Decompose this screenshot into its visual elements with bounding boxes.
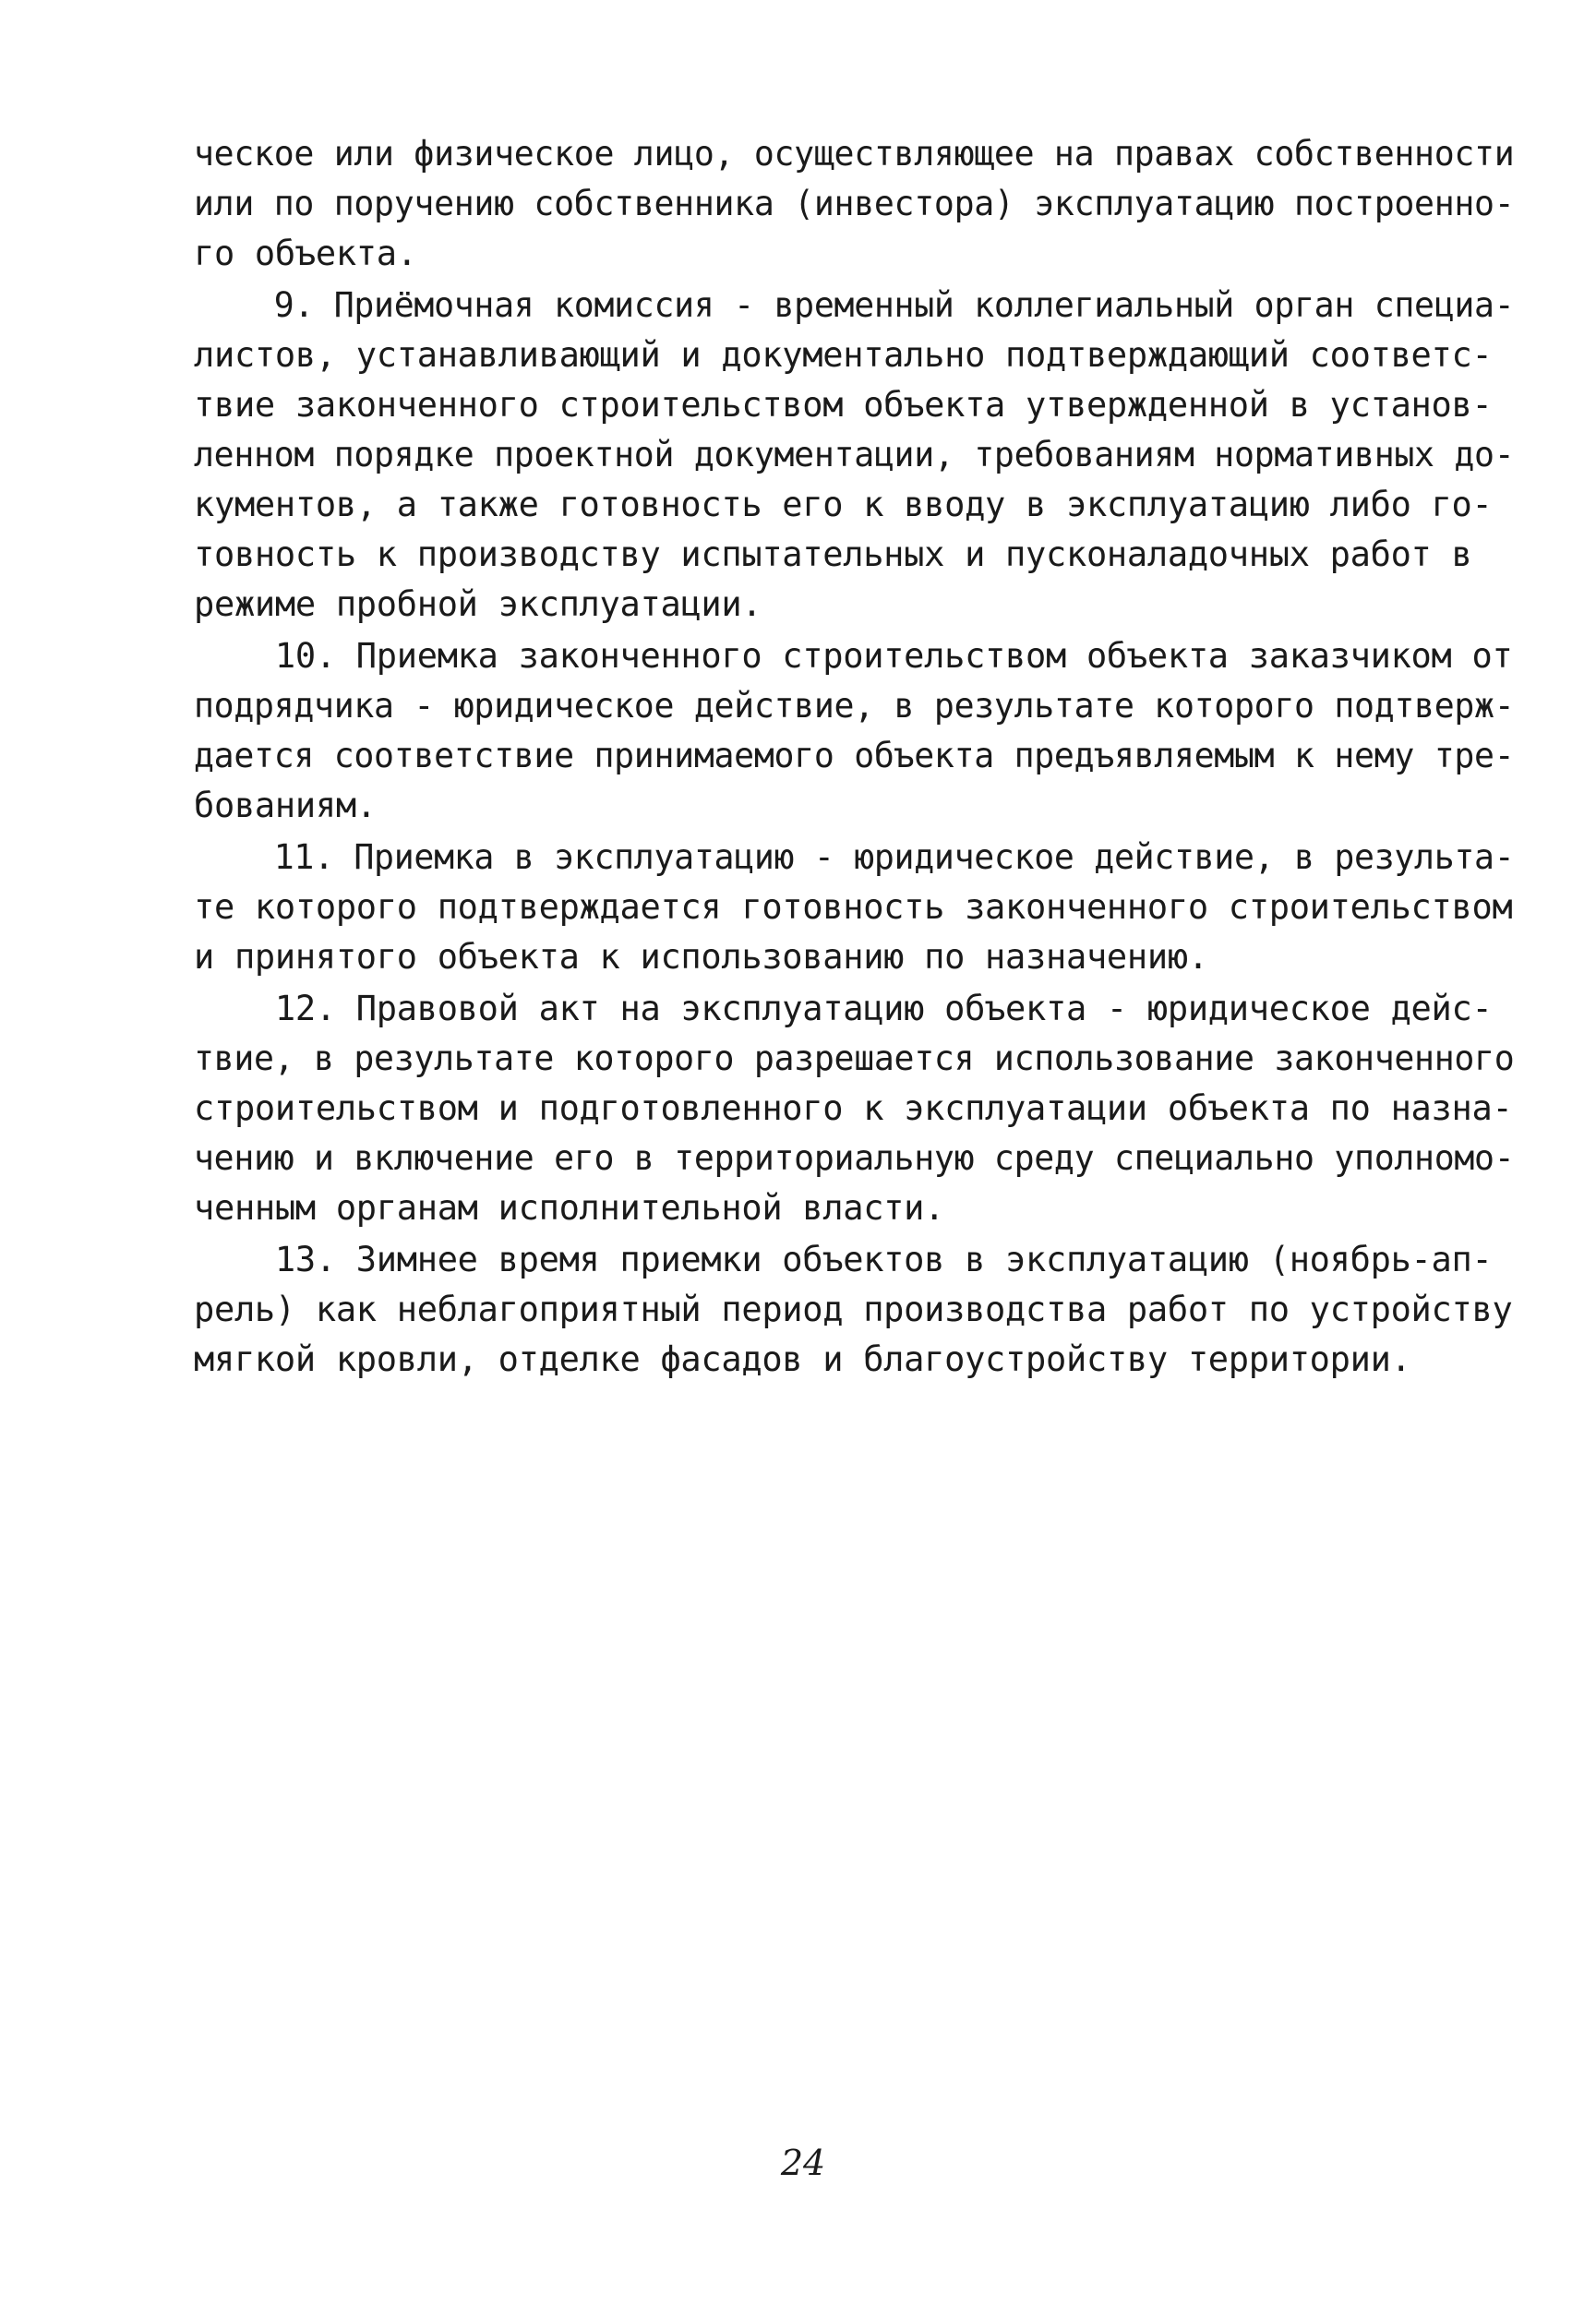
- text-line: те которого подтверждается готовность законченного строительством: [194, 887, 1513, 927]
- text-line: рель) как неблагоприятный период производства работ по устройству: [194, 1290, 1513, 1329]
- text-line: 13. Зимнее время приемки объектов в эксплуатацию (ноябрь-ап-: [194, 1240, 1493, 1279]
- text-line: строительством и подготовленного к эксплуатации объекта по назна-: [194, 1088, 1513, 1128]
- text-line: 10. Приемка законченного строительством объекта заказчиком от: [194, 636, 1513, 676]
- text-line: мягкой кровли, отделке фасадов и благоустройству территории.: [194, 1339, 1411, 1379]
- text-line: товность к производству испытательных и пусконаладочных работ в: [194, 534, 1472, 574]
- text-line: кументов, а также готовность его к вводу в эксплуатацию либо го-: [194, 485, 1493, 524]
- text-line: ческое или физическое лицо, осуществляющее на правах собственности: [194, 134, 1515, 174]
- text-line: или по поручению собственника (инвестора) эксплуатацию построенно-: [194, 184, 1515, 223]
- text-line: дается соответствие принимаемого объекта предъявляемым к нему тре-: [194, 736, 1515, 775]
- text-line: 12. Правовой акт на эксплуатацию объекта - юридическое дейс-: [194, 989, 1493, 1028]
- text-line: листов, устанавливающий и документально подтверждающий соответс-: [194, 335, 1493, 375]
- text-line: бованиям.: [194, 786, 377, 825]
- text-line: 11. Приемка в эксплуатацию - юридическое действие, в результа-: [194, 837, 1515, 877]
- text-line: и принятого объекта к использованию по назначению.: [194, 937, 1208, 977]
- text-line: го объекта.: [194, 234, 417, 273]
- text-line: ченным органам исполнительной власти.: [194, 1188, 945, 1228]
- text-line: подрядчика - юридическое действие, в результате которого подтверж-: [194, 686, 1515, 726]
- text-line: режиме пробной эксплуатации.: [194, 584, 762, 624]
- text-line: чению и включение его в территориальную среду специально уполномо-: [194, 1138, 1515, 1178]
- text-line: твие, в результате которого разрешается использование законченного: [194, 1038, 1515, 1078]
- text-line: 9. Приёмочная комиссия - временный коллегиальный орган специа-: [194, 285, 1515, 325]
- text-line: твие законченного строительством объекта утвержденной в установ-: [194, 385, 1493, 425]
- page-number: 24: [780, 2143, 826, 2183]
- text-line: ленном порядке проектной документации, требованиям нормативных до-: [194, 435, 1515, 474]
